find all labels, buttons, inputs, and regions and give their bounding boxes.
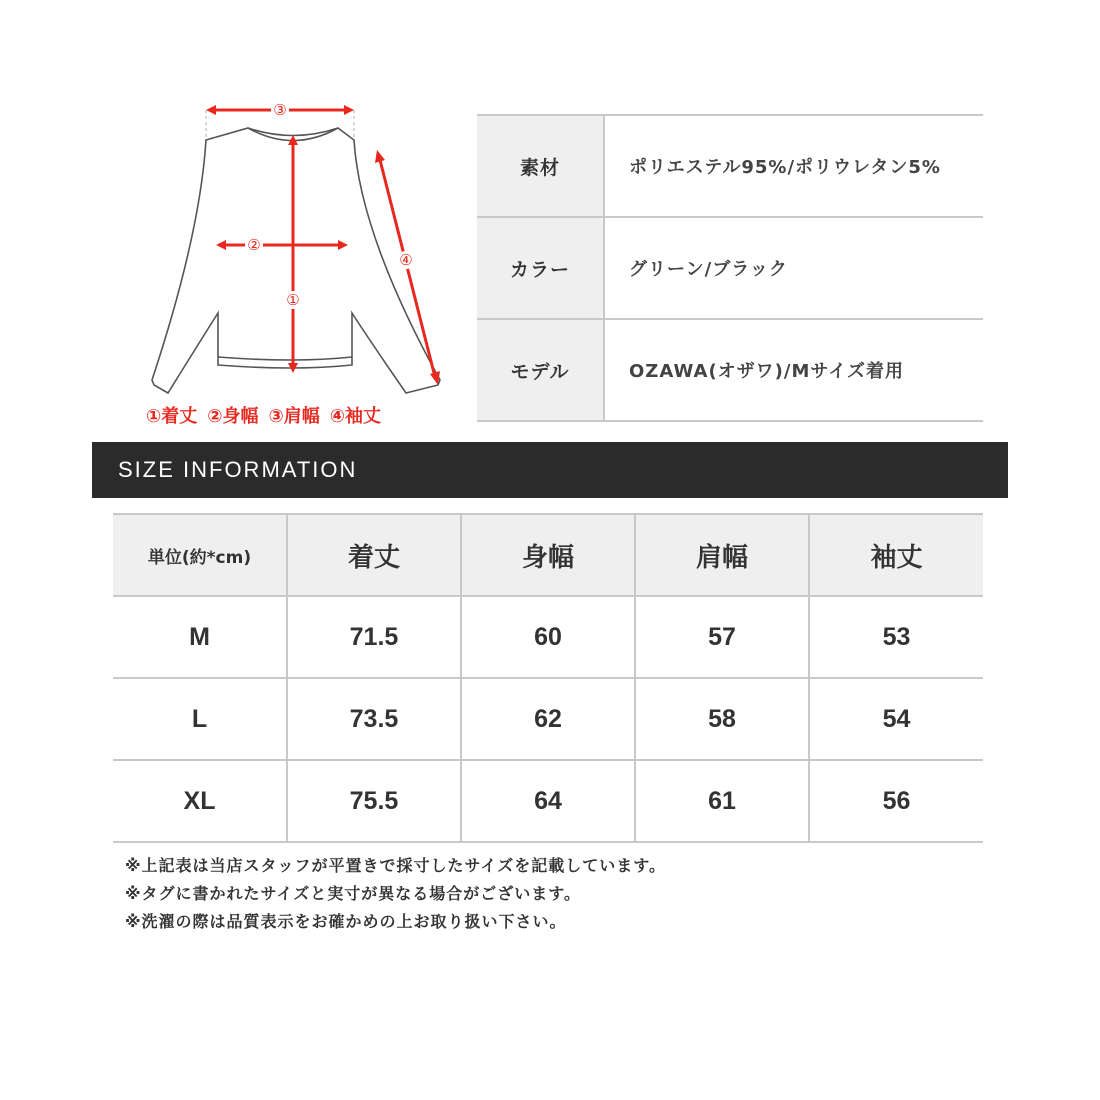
note-line: ※上記表は当店スタッフが平置きで採寸したサイズを記載しています。 — [125, 856, 666, 875]
table-cell: 57 — [635, 596, 809, 678]
product-spec-table — [477, 114, 983, 422]
spec-value: OZAWA(オザワ)/Mサイズ着用 — [604, 319, 983, 421]
legend-sleeve: ④袖丈 — [329, 406, 381, 427]
size-label: M — [113, 596, 287, 678]
spec-label: 素材 — [477, 115, 604, 217]
header-shoulder: 肩幅 — [635, 514, 809, 596]
notes — [125, 852, 666, 936]
table-cell: 60 — [461, 596, 635, 678]
header-length: 着丈 — [287, 514, 461, 596]
table-cell: 75.5 — [287, 760, 461, 842]
table-cell: 54 — [809, 678, 983, 760]
size-table-header — [113, 514, 983, 596]
spec-row-color — [477, 217, 983, 319]
header-sleeve: 袖丈 — [809, 514, 983, 596]
table-cell: 71.5 — [287, 596, 461, 678]
marker-shoulder: ③ — [273, 101, 287, 119]
legend-length: ①着丈 — [146, 406, 198, 427]
table-row — [113, 760, 983, 842]
table-cell: 58 — [635, 678, 809, 760]
legend-width: ②身幅 — [207, 406, 259, 427]
table-row — [113, 678, 983, 760]
table-cell: 56 — [809, 760, 983, 842]
marker-sleeve: ④ — [399, 251, 413, 269]
marker-length: ① — [286, 291, 300, 309]
size-label: L — [113, 678, 287, 760]
marker-width: ② — [247, 236, 261, 254]
spec-value: ポリエステル95%/ポリウレタン5% — [604, 115, 983, 217]
size-table — [113, 513, 983, 843]
header-unit: 単位(約*cm) — [113, 514, 287, 596]
spec-row-material — [477, 115, 983, 217]
table-cell: 53 — [809, 596, 983, 678]
spec-row-model — [477, 319, 983, 421]
spec-value: グリーン/ブラック — [604, 217, 983, 319]
spec-label: カラー — [477, 217, 604, 319]
note-line: ※洗濯の際は品質表示をお確かめの上お取り扱い下さい。 — [125, 912, 567, 931]
size-label: XL — [113, 760, 287, 842]
table-cell: 64 — [461, 760, 635, 842]
table-cell: 73.5 — [287, 678, 461, 760]
legend-shoulder: ③肩幅 — [268, 406, 320, 427]
section-title: SIZE INFORMATION — [118, 457, 358, 482]
note-line: ※タグに書かれたサイズと実寸が異なる場合がございます。 — [125, 884, 581, 903]
sweatshirt-illustration — [140, 95, 450, 405]
table-cell: 62 — [461, 678, 635, 760]
table-cell: 61 — [635, 760, 809, 842]
diagram-legend — [146, 402, 446, 428]
size-information-banner — [92, 442, 1008, 498]
spec-label: モデル — [477, 319, 604, 421]
header-width: 身幅 — [461, 514, 635, 596]
size-diagram — [140, 95, 450, 435]
table-row — [113, 596, 983, 678]
